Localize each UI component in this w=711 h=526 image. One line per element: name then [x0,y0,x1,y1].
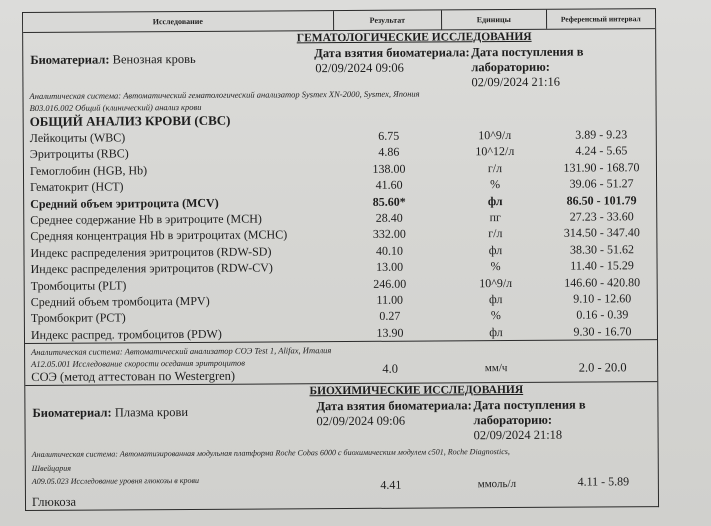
test-name: Эритроциты (RBC) [29,146,129,162]
lab-report [22,8,659,511]
test-result: 13.00 [376,259,404,274]
glucose-name: Глюкоза [31,494,77,510]
test-name: Гематокрит (HCT) [30,179,124,195]
test-result: 41.60 [375,177,403,193]
header-test: Исследование [23,11,334,32]
test-reference: 3.89 - 9.23 [575,127,628,142]
test-units: 10^9/л [478,128,512,143]
lab-date-value: 02/09/2024 21:18 [473,427,563,443]
test-units: 10^12/л [475,144,515,159]
test-units: фл [487,193,503,208]
test-units: фл [488,291,503,307]
biochem-analyzer-note-cont: Швейцария [31,463,72,474]
esr-reference: 2.0 - 20.0 [578,360,627,375]
hematology-biomaterial-row [23,43,655,90]
test-name: Индекс распределения эритроцитов (RDW-CV) [30,260,273,277]
biomaterial-label: Биоматериал: [30,52,110,67]
test-result: 138.00 [372,161,406,176]
test-units: пг [489,210,501,225]
biochem-analyzer-note: Аналитическая система: Автоматизированная модульная платформа Roche Cobas 6000 с биохимическим модулем c501, Roche Diagnostics, [31,447,510,460]
test-result: 0.27 [379,308,401,324]
test-result: 28.40 [375,210,403,225]
glucose-method-row [26,472,658,490]
test-result: 85.60* [372,194,406,209]
hematology-section-title: ГЕМАТОЛОГИЧЕСКИЕ ИССЛЕДОВАНИЯ [296,30,532,45]
biomaterial-value: Плазма крови [114,405,189,420]
test-name: Среднее содержание Hb в эритроците (MCH) [30,211,262,227]
test-name: Тромбоциты (PLT) [30,277,127,293]
collection-date-value: 02/09/2024 09:06 [316,413,406,429]
esr-name: СОЭ (метод аттестован по Westergren) [31,368,236,385]
esr-row [25,360,657,385]
test-name: Средний объем эритроцита (MCV) [30,195,219,211]
lab-date [471,44,655,90]
glucose-units: ммоль/л [477,478,517,491]
esr-units: мм/ч [484,362,508,375]
test-reference: 9.30 - 16.70 [573,323,632,339]
lab-date-label: Дата поступления в лабораторию: [473,397,586,428]
test-name: Гемоглобин (HGB, Hb) [29,163,148,178]
collection-date [316,398,472,429]
biomaterial [32,405,188,421]
glucose-reference: 4.11 - 5.89 [577,474,630,489]
cbc-panel-title: ОБЩИЙ АНАЛИЗ КРОВИ (CBC) [29,112,231,129]
header-reference: Референсный интервал [560,14,641,24]
test-units: 10^9/л [479,275,513,290]
test-result: 13.90 [376,325,404,340]
esr-result: 4.0 [382,361,399,376]
header-units: Единицы [442,10,547,30]
test-result: 332.00 [372,227,406,242]
test-reference: 314.50 - 347.40 [563,225,640,241]
test-result: 6.75 [378,128,400,143]
biomaterial-label: Биоматериал: [32,405,112,421]
header-result: Результат [334,10,443,30]
test-reference: 38.30 - 51.62 [569,242,635,257]
test-units: фл [488,242,503,257]
cbc-results [24,126,657,343]
lab-date-label: Дата поступления в лабораторию: [471,44,584,75]
esr-method-note: A12.05.001 Исследование скорости оседания эритроцитов [31,357,245,370]
test-name: Тромбокрит (PCT) [30,310,126,326]
test-units: % [490,259,501,274]
biomaterial-value: Венозная кровь [112,51,196,67]
esr-analyzer-note: Аналитическая система: Автоматический анализатор СОЭ Test 1, Alifax, Италия [31,345,332,358]
glucose-result: 4.41 [380,477,402,492]
test-result: 11.00 [376,292,404,307]
analyzer-note: Аналитическая система: Автоматический гематологический анализатор Sysmex XN-2000, Sysmex, Япония [29,88,420,101]
test-units: г/л [488,226,503,241]
test-result: 246.00 [373,276,407,291]
test-result: 40.10 [375,243,404,258]
test-name: Средний объем тромбоцита (MPV) [30,293,210,309]
glucose-method-note: A09.05.023 Исследование уровня глюкозы в крови [31,476,200,487]
test-units: фл [489,324,503,339]
test-reference: 11.40 - 15.29 [570,258,634,273]
test-reference: 131.90 - 168.70 [563,160,640,175]
test-result: 4.86 [378,145,400,160]
test-reference: 0.16 - 0.39 [576,307,629,322]
collection-date-label: Дата взятия биоматериала: [316,398,472,414]
collection-date [314,45,470,76]
biochemistry-biomaterial-row [25,396,657,443]
test-reference: 9.10 - 12.60 [573,291,632,306]
test-reference: 86.50 - 101.79 [566,192,637,208]
test-name: Индекс распределения эритроцитов (RDW-SD) [30,244,272,260]
biochemistry-section-title: БИОХИМИЧЕСКИЕ ИССЛЕДОВАНИЯ [309,384,524,398]
test-units: % [490,308,501,323]
biomaterial [30,52,195,68]
test-reference: 4.24 - 5.65 [575,143,628,159]
test-units: % [490,177,501,192]
lab-date [473,397,657,443]
test-name: Индекс распред. тромбоцитов (PDW) [30,326,222,342]
test-name: Лейкоциты (WBC) [29,130,126,145]
test-name: Средняя концентрация Hb в эритроцитах (MCHC) [30,227,288,244]
test-units: г/л [487,160,503,175]
method-note: B03.016.002 Общий (клинический) анализ крови [29,101,202,113]
collection-date-label: Дата взятия биоматериала: [314,45,470,61]
collection-date-value: 02/09/2024 09:06 [315,60,404,76]
lab-date-value: 02/09/2024 21:16 [471,74,561,90]
test-reference: 39.06 - 51.27 [569,176,634,191]
test-reference: 146.60 - 420.80 [564,274,641,290]
test-reference: 27.23 - 33.60 [569,209,634,224]
